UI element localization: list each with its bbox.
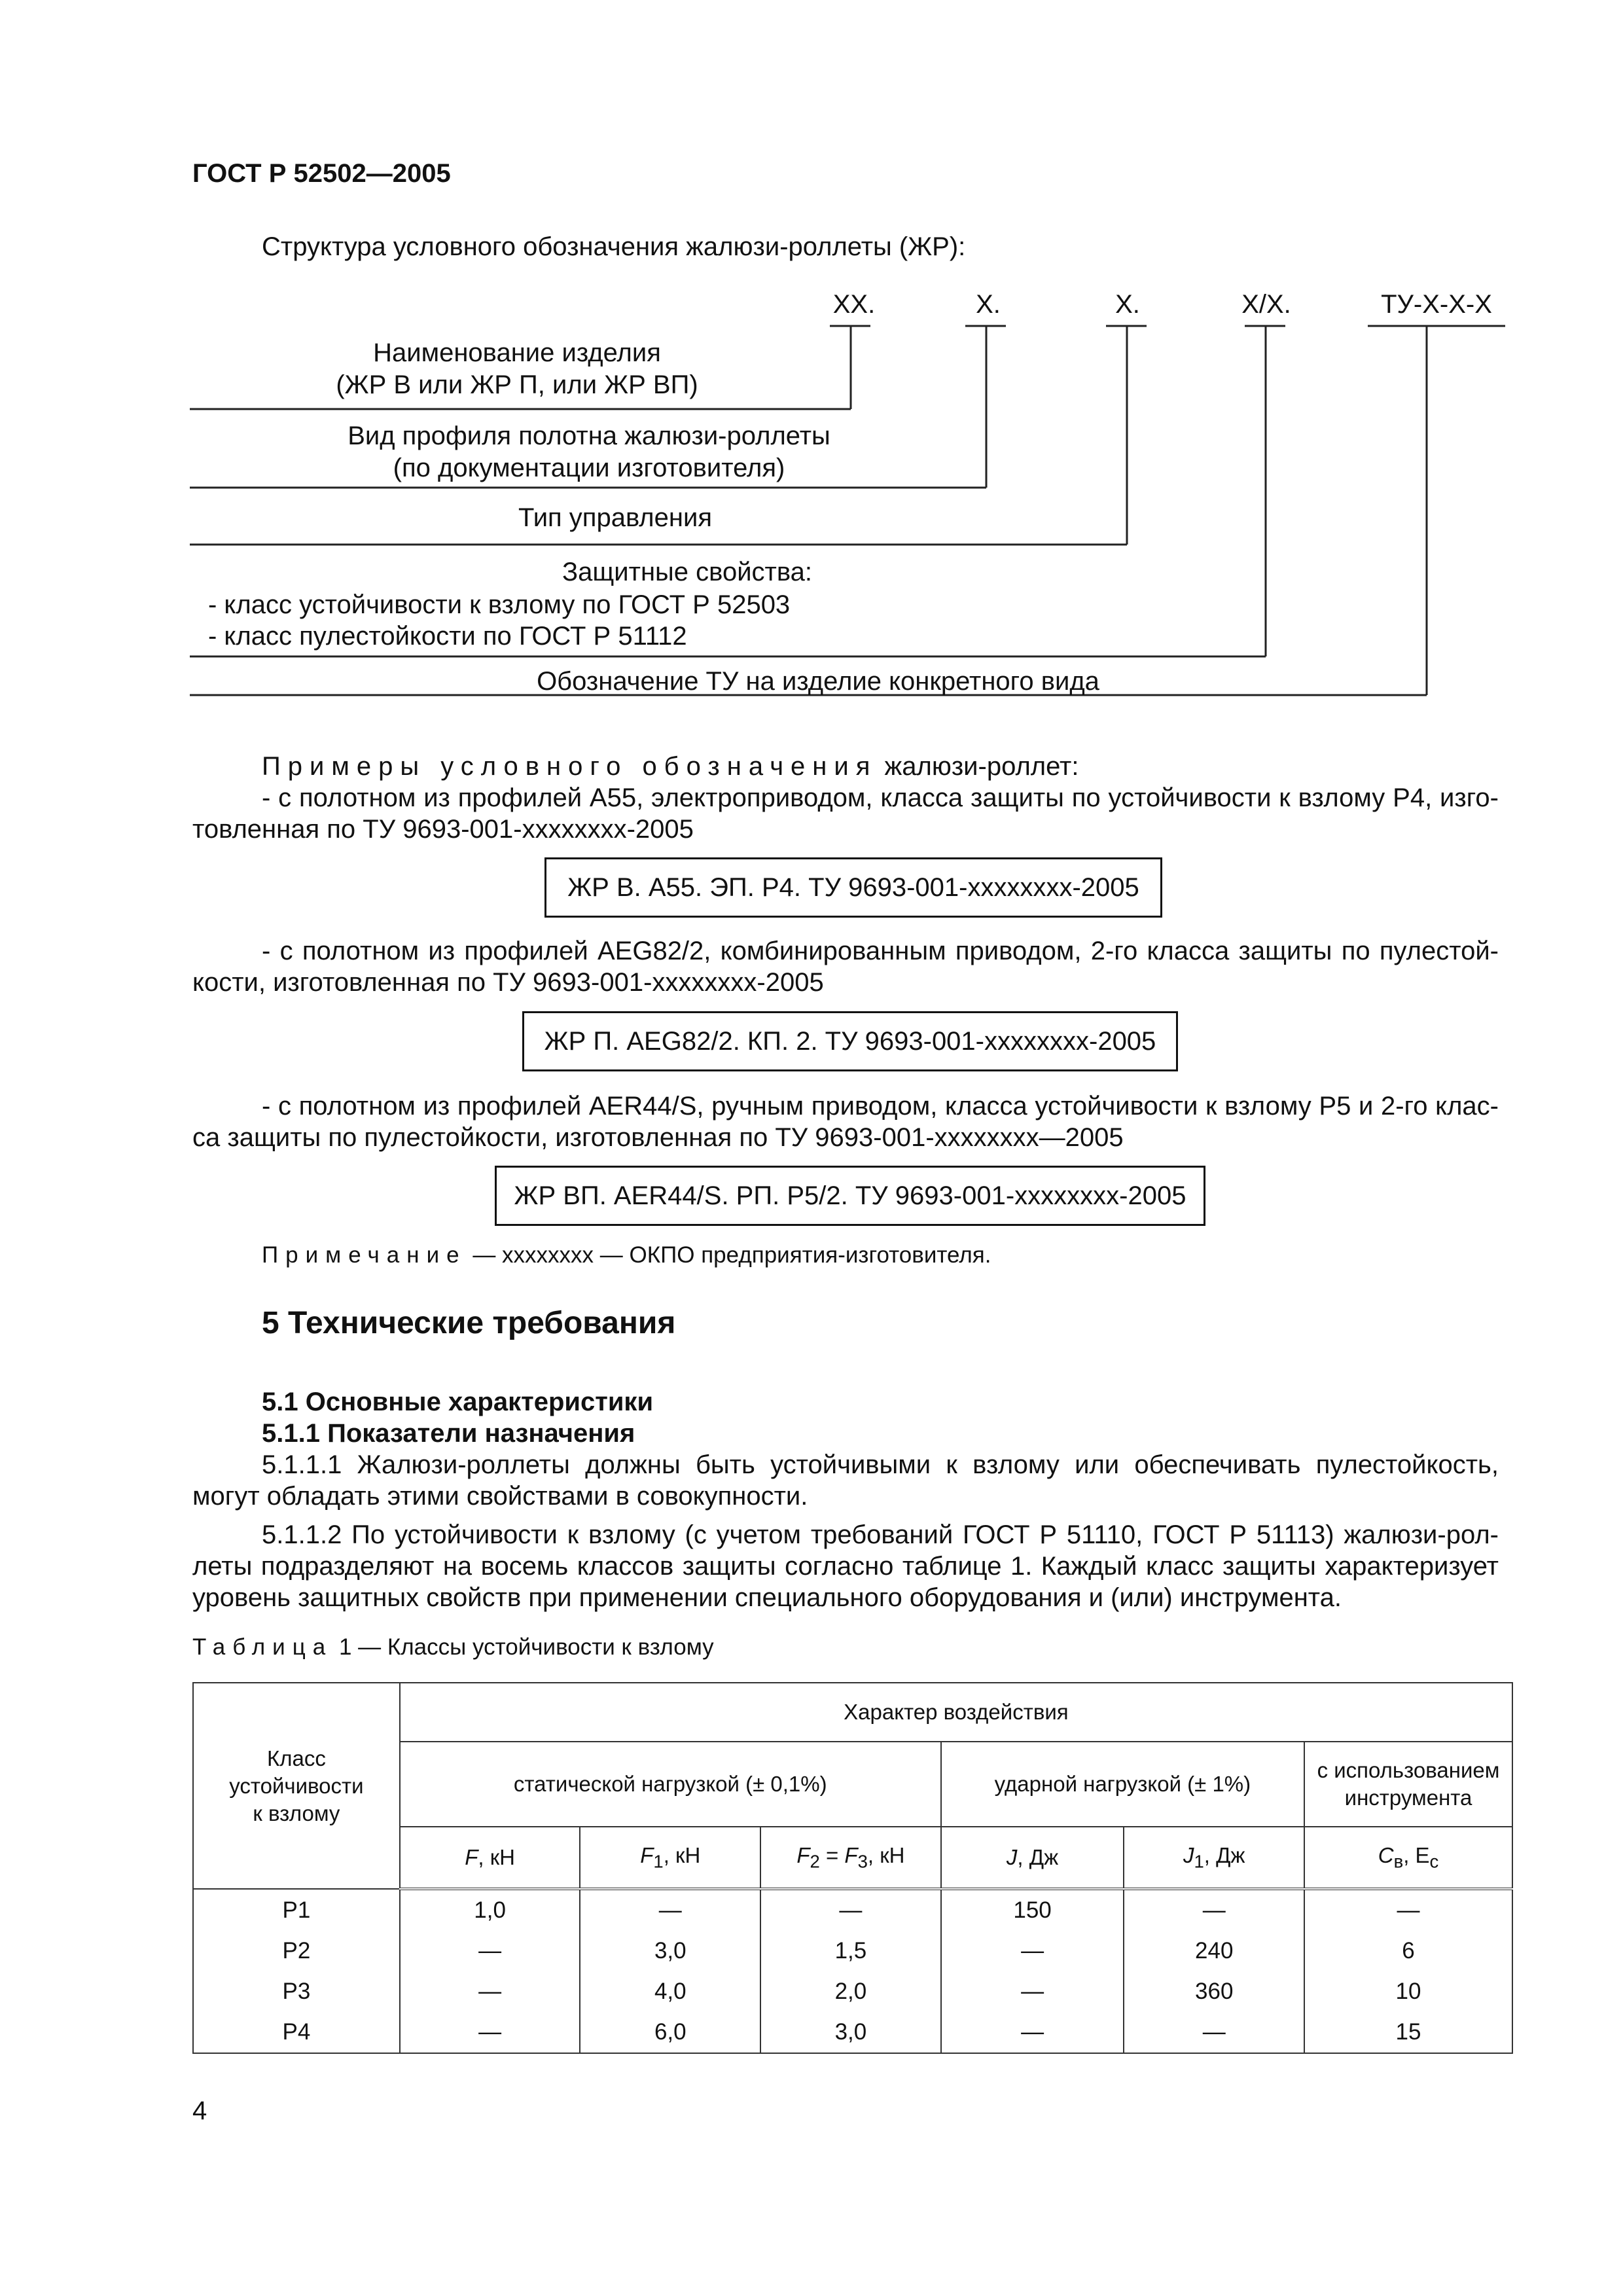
header-class-line1: Класс xyxy=(266,1746,326,1770)
table-caption xyxy=(192,1632,714,1662)
cell: — xyxy=(1124,2012,1304,2053)
table-row xyxy=(193,1931,1512,1971)
col-F1-symbol: F xyxy=(640,1842,654,1867)
row-class: Р4 xyxy=(193,2012,400,2053)
cell: — xyxy=(580,1889,760,1931)
example1-line1: - с полотном из профилей А55, электроприводом, класса защиты по устойчивости к взлому Р4, изго- xyxy=(262,783,1499,812)
col-F-unit: , кН xyxy=(478,1845,516,1869)
burglary-class-table xyxy=(192,1682,1513,2054)
para-5-1-1-1-line2: могут обладать этими свойствами в совокупности. xyxy=(192,1482,808,1511)
row-class: Р1 xyxy=(193,1889,400,1931)
col-F1-sub: 1 xyxy=(653,1851,664,1872)
table-row xyxy=(193,1889,1512,1931)
section-5-1-1-title: 5.1.1 Показатели назначения xyxy=(262,1419,635,1448)
col-F2-eq: = xyxy=(819,1842,845,1867)
col-F1 xyxy=(580,1827,760,1889)
example1-designation-box: ЖР В. А55. ЭП. Р4. ТУ 9693-001-хххххххх-2005 xyxy=(544,857,1162,918)
label-protection-title: Защитные свойства: xyxy=(562,558,813,586)
label-name-line2: (ЖР В или ЖР П, или ЖР ВП) xyxy=(336,370,698,399)
col-F2-sub: 2 xyxy=(810,1851,820,1872)
cell: 15 xyxy=(1304,2012,1512,2053)
example1-line2: товленная по ТУ 9693-001-хххххххх-2005 xyxy=(192,815,694,844)
cell: 1,5 xyxy=(760,1931,941,1971)
examples-intro-spaced: Примеры условного обозначения xyxy=(262,752,878,781)
cell: — xyxy=(941,1931,1124,1971)
cell: — xyxy=(400,1931,580,1971)
cell: — xyxy=(1304,1889,1512,1931)
col-E-symbol: , Е xyxy=(1403,1842,1430,1867)
label-control: Тип управления xyxy=(518,503,712,532)
note-label: Примечание xyxy=(262,1242,467,1268)
document-header: ГОСТ Р 52502—2005 xyxy=(192,159,451,188)
cell: 2,0 xyxy=(760,1971,941,2012)
col-F2-symbol: F xyxy=(796,1842,810,1867)
cell: 6,0 xyxy=(580,2012,760,2053)
note-text: — хххххххх — ОКПО предприятия-изготовителя. xyxy=(466,1242,991,1268)
examples-intro-rest: жалюзи-роллет: xyxy=(877,752,1079,781)
col-J1-unit: , Дж xyxy=(1204,1842,1245,1867)
col-C-E xyxy=(1304,1827,1512,1889)
cell: 6 xyxy=(1304,1931,1512,1971)
page-number: 4 xyxy=(192,2096,207,2125)
cell: 3,0 xyxy=(580,1931,760,1971)
col-F-symbol: F xyxy=(465,1845,478,1869)
header-static-load: статической нагрузкой (± 0,1%) xyxy=(400,1742,941,1827)
note xyxy=(262,1240,991,1270)
header-class-line3: к взлому xyxy=(253,1801,340,1825)
table-caption-label: Таблица xyxy=(192,1634,333,1660)
example2-designation-box: ЖР П. AEG82/2. КП. 2. ТУ 9693-001-хххххххх-2005 xyxy=(522,1011,1178,1071)
structure-title: Структура условного обозначения жалюзи-роллеты (ЖР): xyxy=(262,232,966,261)
cell: 10 xyxy=(1304,1971,1512,2012)
code-profile: Х. xyxy=(976,290,1001,319)
cell: — xyxy=(760,1889,941,1931)
cell: — xyxy=(941,1971,1124,2012)
cell: — xyxy=(941,2012,1124,2053)
section-5-title: 5 Технические требования xyxy=(262,1306,676,1340)
header-class-line2: устойчивости xyxy=(229,1773,364,1798)
cell: — xyxy=(400,2012,580,2053)
label-profile-line1: Вид профиля полотна жалюзи-роллеты xyxy=(348,422,830,450)
cell: — xyxy=(400,1971,580,2012)
example3-designation-box: ЖР ВП. AER44/S. РП. Р5/2. ТУ 9693-001-хххххххх-2005 xyxy=(495,1166,1205,1226)
col-C-symbol: С xyxy=(1378,1842,1394,1867)
label-protection-bullet: - класс пулестойкости по ГОСТ Р 51112 xyxy=(208,622,687,651)
col-J-unit: , Дж xyxy=(1017,1845,1059,1869)
section-5-1-title: 5.1 Основные характеристики xyxy=(262,1388,654,1416)
label-tu: Обозначение ТУ на изделие конкретного вида xyxy=(537,667,1099,696)
cell: 360 xyxy=(1124,1971,1304,2012)
example2-line2: кости, изготовленная по ТУ 9693-001-хххххххх-2005 xyxy=(192,968,824,997)
examples-intro xyxy=(262,750,1079,783)
para-5-1-1-2-line3: уровень защитных свойств при применении специального оборудования и (или) инструмента. xyxy=(192,1583,1342,1612)
cell: 3,0 xyxy=(760,2012,941,2053)
col-J1 xyxy=(1124,1827,1304,1889)
header-tool-line1: с использованием xyxy=(1317,1758,1500,1782)
para-5-1-1-2-line1: 5.1.1.2 По устойчивости к взлому (с учетом требований ГОСТ Р 51110, ГОСТ Р 51113) жалюзи-рол- xyxy=(262,1520,1499,1549)
header-tool-line2: инструмента xyxy=(1344,1785,1472,1810)
col-F3-sub: 3 xyxy=(857,1851,868,1872)
col-J1-symbol: J xyxy=(1183,1842,1194,1867)
col-J-symbol: J xyxy=(1006,1845,1018,1869)
cell: 240 xyxy=(1124,1931,1304,1971)
label-protection-burglary: - класс устойчивости к взлому по ГОСТ Р 52503 xyxy=(208,590,791,619)
label-profile-line2: (по документации изготовителя) xyxy=(393,454,785,482)
cell: 150 xyxy=(941,1889,1124,1931)
table-row xyxy=(193,1971,1512,2012)
header-impact: Характер воздействия xyxy=(400,1683,1512,1742)
example3-line1: - с полотном из профилей AER44/S, ручным приводом, класса устойчивости к взлому Р5 и 2-го клас- xyxy=(262,1092,1499,1121)
example2-line1: - с полотном из профилей AEG82/2, комбинированным приводом, 2-го класса защиты по пулестой- xyxy=(262,937,1499,965)
row-class: Р3 xyxy=(193,1971,400,2012)
code-protection: Х/Х. xyxy=(1241,290,1291,319)
label-name-line1: Наименование изделия xyxy=(373,338,661,367)
table-row xyxy=(193,2012,1512,2053)
col-J xyxy=(941,1827,1124,1889)
col-F3-symbol: F xyxy=(844,1842,858,1867)
para-5-1-1-2-line2: леты подразделяют на восемь классов защиты согласно таблице 1. Каждый класс защиты характеризует xyxy=(192,1552,1499,1581)
col-F23-unit: , кН xyxy=(867,1842,905,1867)
header-class xyxy=(193,1683,400,1889)
col-E-sub: с xyxy=(1429,1851,1439,1872)
col-F1-unit: , кН xyxy=(663,1842,701,1867)
col-J1-sub: 1 xyxy=(1194,1851,1204,1872)
header-tool xyxy=(1304,1742,1512,1827)
example3-line2: са защиты по пулестойкости, изготовленная по ТУ 9693-001-хххххххх—2005 xyxy=(192,1123,1124,1152)
col-F xyxy=(400,1827,580,1889)
cell: 1,0 xyxy=(400,1889,580,1931)
header-impact-load: ударной нагрузкой (± 1%) xyxy=(941,1742,1304,1827)
para-5-1-1-1-line1: 5.1.1.1 Жалюзи-роллеты должны быть устойчивыми к взлому или обеспечивать пулестойкость, xyxy=(262,1450,1499,1479)
cell: — xyxy=(1124,1889,1304,1931)
col-F2-F3 xyxy=(760,1827,941,1889)
code-name: ХХ. xyxy=(832,290,876,319)
cell: 4,0 xyxy=(580,1971,760,2012)
code-tu: ТУ-Х-Х-Х xyxy=(1381,290,1492,319)
row-class: Р2 xyxy=(193,1931,400,1971)
table-caption-text: 1 — Классы устойчивости к взлому xyxy=(332,1634,714,1660)
code-control: Х. xyxy=(1115,290,1140,319)
col-C-sub: в xyxy=(1393,1851,1404,1872)
